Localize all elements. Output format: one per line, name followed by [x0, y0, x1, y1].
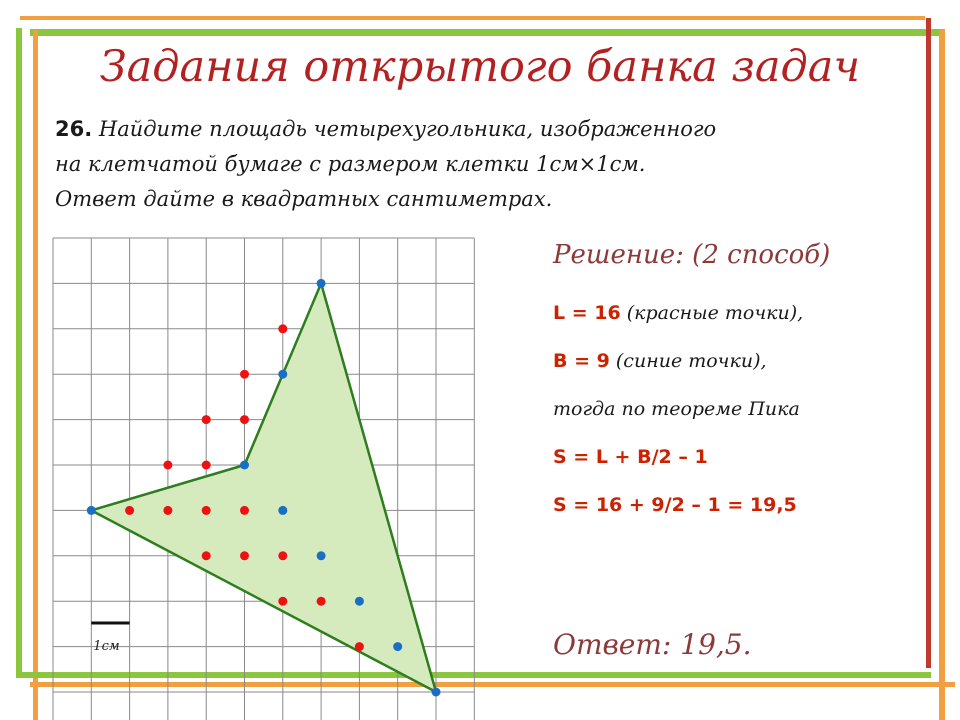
solution-heading: Решение: (2 способ) [553, 240, 831, 270]
blue-point [278, 506, 287, 515]
line-B [553, 350, 767, 373]
red-point [278, 597, 287, 606]
formula-general: S = L + B/2 – 1 [553, 446, 708, 468]
unit-label: 1см [93, 639, 120, 654]
formula-B: B = 9 [553, 350, 610, 372]
task-line-2: на клетчатой бумаге с размером клетки 1см×1см. [55, 152, 646, 176]
red-point [240, 551, 249, 560]
blue-point [317, 551, 326, 560]
red-point [202, 415, 211, 424]
red-point [355, 642, 364, 651]
red-point [317, 597, 326, 606]
task-line-3: Ответ дайте в квадратных сантиметрах. [55, 187, 553, 211]
red-point [202, 506, 211, 515]
note-L: (красные точки), [620, 302, 804, 324]
note-B: (синие точки), [609, 350, 767, 372]
task-line-1-text: Найдите площадь четырехугольника, изображенного [98, 117, 717, 141]
answer: Ответ: 19,5. [553, 628, 752, 661]
red-point [163, 506, 172, 515]
line-L [553, 302, 803, 325]
red-point [240, 370, 249, 379]
blue-point [278, 370, 287, 379]
red-point [125, 506, 134, 515]
formula-numeric: S = 16 + 9/2 – 1 = 19,5 [553, 494, 797, 516]
task-number: 26. [55, 117, 93, 141]
red-point [202, 551, 211, 560]
red-point [202, 461, 211, 470]
blue-point [240, 461, 249, 470]
blue-point [317, 279, 326, 288]
red-point [278, 551, 287, 560]
blue-point [87, 506, 96, 515]
formula-L: L = 16 [553, 302, 621, 324]
red-point [163, 461, 172, 470]
blue-point [432, 688, 441, 697]
blue-point [393, 642, 402, 651]
line-then: тогда по теореме Пика [553, 398, 800, 420]
blue-point [355, 597, 364, 606]
red-point [278, 324, 287, 333]
red-point [240, 415, 249, 424]
slide-title: Задания открытого банка задач [99, 42, 861, 92]
red-point [240, 506, 249, 515]
quadrilateral-shape [91, 283, 436, 692]
